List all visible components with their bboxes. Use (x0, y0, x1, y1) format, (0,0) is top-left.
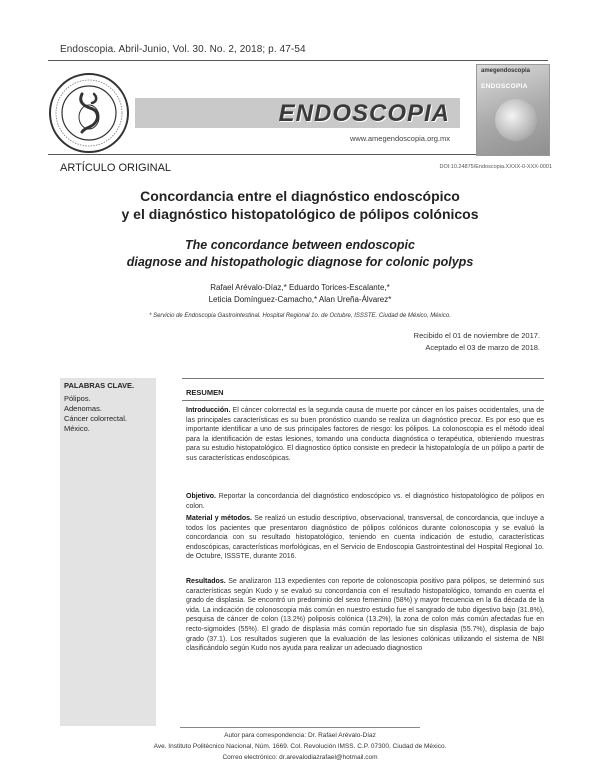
affiliation: * Servicio de Endoscopia Gastrointestinal. Hospital Regional 1o. de Octubre, ISSSTE. Ciudad de México, México. (149, 313, 451, 319)
objective-text: Reportar la concordancia del diagnóstico endoscópico vs. el diagnóstico histopatológico de pólipos en colon. (186, 493, 545, 510)
title-en-line2: diagnose and histopathologic diagnose for colonic polyps (126, 255, 474, 269)
correspondence-address: Ave. Instituto Politécnico Nacional, Núm. 1669. Col. Revolución IMSS. C.P. 07300, Ciudad de México. (153, 743, 447, 750)
correspondence-author: Autor para correspondencia: Dr. Rafael Arévalo-Díaz (224, 732, 376, 739)
header-rule-bottom (48, 154, 548, 155)
cover-brand: amegendoscopia (481, 68, 531, 74)
keywords-heading: PALABRAS CLAVE. (64, 381, 135, 390)
abstract-rule-top (182, 378, 544, 379)
journal-cover-thumbnail (476, 64, 550, 156)
methods-label: Material y métodos. (186, 515, 252, 522)
authors-line1: Rafael Arévalo-Díaz,* Eduardo Torices-Escalante,* (210, 283, 390, 292)
abstract-introduction (186, 406, 544, 464)
keyword-item: Pólipos. (64, 394, 91, 403)
doi[interactable]: DOI:10.24875/Endoscopia.XXXX-0-XXX-0001 (439, 164, 552, 170)
journal-website-link[interactable]: www.amegendoscopia.org.mx (349, 134, 450, 143)
abstract-heading: RESUMEN (186, 388, 224, 397)
footer-rule (180, 727, 420, 728)
correspondence-email[interactable]: Correo electrónico: dr.arevalodiazrafael@hotmail.com (222, 754, 378, 761)
accepted-date: Aceptado el 03 de marzo de 2018. (425, 343, 540, 352)
keyword-item: Adenomas. (64, 404, 102, 413)
results-text: Se analizaron 113 expedientes con reporte de colonoscopia positivo para pólipos, se determinó sus características según Kudo y se evaluó su concordancia con el resultado histopatológico, tomando en cuenta el grado de displasia. Se encontró un predominio del sexo femenino (58%) y mayor frecuencia en la 6a década de la vida. La indicación de colonoscopia más común en nuestro estudio fue el sangrado de tubo digestivo bajo (31.8%), pesquisa de cáncer de colon (13.2%) poliposis colónica (13.2%), la zona de colon más común afectadas fue en recto-sigmoides (55%). El grado de displasia más común reportado fue sin displasia (55.7%), displasia de bajo grado (37.1). Los resultados sugieren que la evaluación de las lesiones colónicas utilizando el sistema de NBI clasificándolo según Kudo nos ayuda para realizar un adecuado diagnostico (186, 578, 544, 653)
authors-line2: Leticia Domínguez-Camacho,* Alan Ureña-Álvarez* (208, 295, 392, 304)
title-es-line2: y el diagnóstico histopatológico de pólipos colónicos (121, 206, 479, 222)
results-label: Resultados. (186, 578, 226, 585)
journal-name: ENDOSCOPIA (278, 100, 450, 127)
methods-text: Se realizó un estudio descriptivo, observacional, transversal, de concordancia, que incluye a todos los pacientes que presentaron diagnóstico de pólipos colónicos durante colonoscopia y se evaluó la concordancia con su resultado histopatológico, teniendo en cuenta indicación de estudio, características endoscópicas, características morfológicas, en el Servicio de Endoscopia Gastrointestinal del Hospital Regional 1o. de Octubre, ISSSTE, durante 2016. (186, 515, 544, 561)
keyword-item: México. (64, 424, 90, 433)
objective-label: Objetivo. (186, 493, 216, 500)
cover-title: ENDOSCOPIA (481, 83, 528, 90)
keyword-item: Cáncer colorrectal. (64, 414, 127, 423)
abstract-objective (186, 492, 544, 511)
journal-citation: Endoscopia. Abril-Junio, Vol. 30. No. 2, 2018; p. 47-54 (60, 44, 306, 55)
cover-endoscopic-image (495, 99, 537, 141)
intro-label: Introducción. (186, 407, 231, 414)
title-es-line1: Concordancia entre el diagnóstico endoscópico (140, 188, 460, 204)
keywords-list (64, 394, 127, 434)
society-seal-logo (48, 72, 130, 154)
header-rule-top (48, 60, 548, 61)
abstract-rule-sub (182, 400, 544, 401)
intro-text: El cáncer colorrectal es la segunda causa de muerte por cáncer en los países occidentales, una de las principales características es su buen pronóstico cuando se realiza un diagnóstico precoz. Es por eso que es importante identificar a uno de sus principales factores de riesgo: los pólipos. La colonoscopia es el método ideal para la identificación de estas lesiones, tomando una conducta diagnóstica o terapéutica, obteniendo muestras para su estudio histopatológico. El diagnostico óptico consiste en predecir la histopatología de un pólipo a partir de sus características endoscópicas. (186, 407, 544, 462)
article-type: ARTÍCULO ORIGINAL (60, 162, 172, 174)
abstract-methods (186, 514, 544, 562)
received-date: Recibido el 01 de noviembre de 2017. (413, 331, 540, 340)
title-en-line1: The concordance between endoscopic (185, 238, 415, 252)
abstract-results (186, 577, 544, 654)
